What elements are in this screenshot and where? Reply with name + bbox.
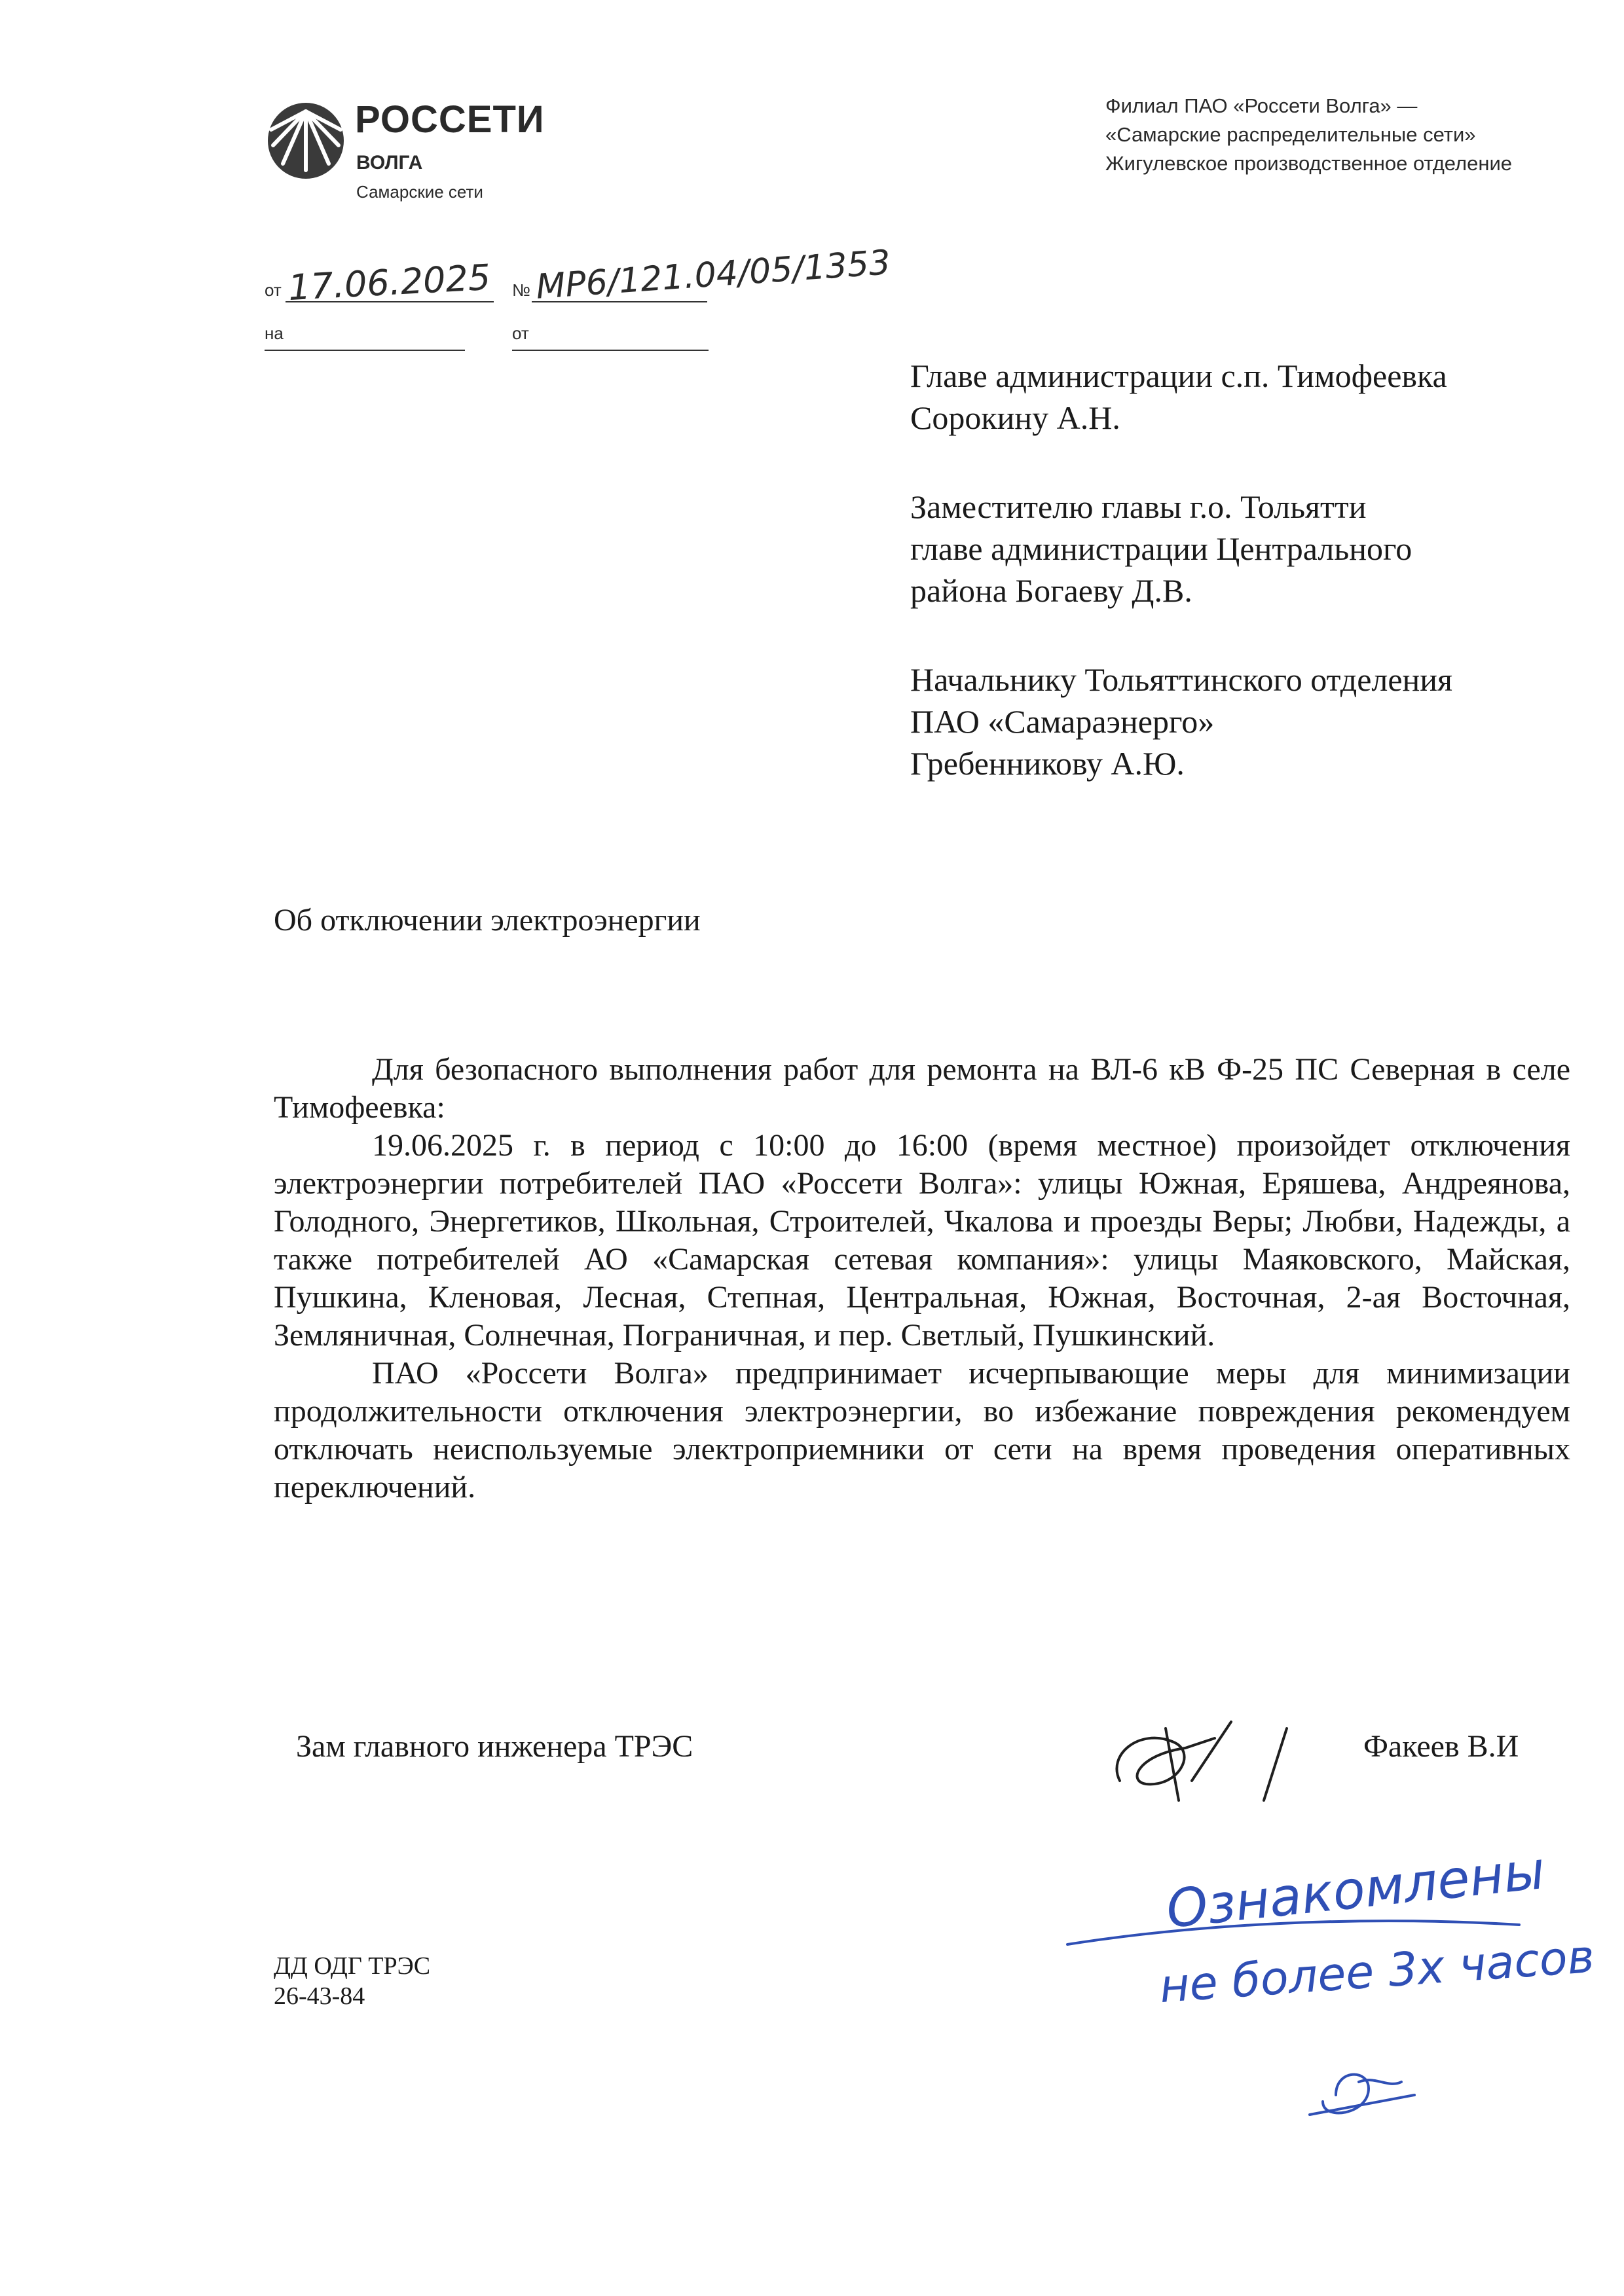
company-logo bbox=[263, 98, 545, 210]
addressee-line: главе администрации Центрального bbox=[910, 530, 1412, 567]
addressee-line: района Богаеву Д.В. bbox=[910, 572, 1192, 609]
addressee-line: Гребенникову А.Ю. bbox=[910, 745, 1185, 782]
addressee-line: Начальнику Тольяттинского отделения bbox=[910, 661, 1453, 698]
letter-body bbox=[274, 1051, 1570, 1506]
date-label: от bbox=[265, 280, 282, 300]
reply-from-line bbox=[512, 350, 709, 351]
signer-position: Зам главного инженера ТРЭС bbox=[296, 1729, 693, 1764]
letter-subject: Об отключении электроэнергии bbox=[274, 903, 701, 938]
handwritten-number: МР6/121.04/05/1353 bbox=[534, 243, 892, 307]
contact-department: ДД ОДГ ТРЭС bbox=[274, 1952, 431, 1980]
addressee-block bbox=[910, 659, 1604, 784]
addressee-line: ПАО «Самараэнерго» bbox=[910, 703, 1215, 740]
reply-line bbox=[265, 350, 465, 351]
addressee-line: Сорокину А.Н. bbox=[910, 399, 1120, 436]
logo-region-text: Самарские сети bbox=[356, 182, 483, 202]
body-paragraph: ПАО «Россети Волга» предпринимает исчерпывающие меры для минимизации продолжительности отключения электроэнергии, во избежание повреждения рекомендуем отключать неиспользуемые электроприемники от сети на время проведения оперативных переключений. bbox=[274, 1356, 1570, 1504]
reply-label: на bbox=[265, 323, 284, 343]
logo-subbrand-text: ВОЛГА bbox=[356, 152, 423, 173]
handwritten-underline-marks bbox=[1061, 1918, 1617, 2154]
addressee-block bbox=[910, 355, 1604, 439]
rosseti-emblem-icon bbox=[263, 98, 348, 183]
body-paragraph: Для безопасного выполнения работ для ремонта на ВЛ-6 кВ Ф-25 ПС Северная в селе Тимофеевка: bbox=[274, 1052, 1570, 1125]
contacts-block bbox=[274, 1951, 430, 2011]
reply-from-label: от bbox=[512, 323, 529, 343]
signer-name: Факеев В.И bbox=[1363, 1729, 1519, 1764]
addressee-line: Заместителю главы г.о. Тольятти bbox=[910, 488, 1367, 525]
addressee-block bbox=[910, 486, 1604, 611]
branch-line: «Самарские распределительные сети» bbox=[1105, 123, 1476, 146]
branch-line: Жигулевское производственное отделение bbox=[1105, 152, 1513, 175]
handwritten-acknowledgement-2: не более 3х часов bbox=[1157, 1929, 1596, 2014]
addressee-line: Главе администрации с.п. Тимофеевка bbox=[910, 357, 1447, 394]
number-label: № bbox=[512, 280, 530, 300]
logo-brand-text: РОССЕТИ bbox=[355, 98, 545, 141]
handwritten-acknowledgement: Ознакомлены bbox=[1163, 1839, 1548, 1941]
contact-phone: 26-43-84 bbox=[274, 1982, 365, 2010]
handwritten-date: 17.06.2025 bbox=[287, 256, 492, 309]
body-paragraph: 19.06.2025 г. в период с 10:00 до 16:00 (время местное) произойдет отключения электроэнергии потребителей ПАО «Россети Волга»: улицы Южная, Еряшева, Андреянова, Голодного, Энергетиков, Школьная, Строителей, Чкалова и проезды Веры; Любви, Надежды, а также потребителей АО «Самарская сетевая компания»: улицы Маяковского, Майская, Пушкина, Кленовая, Лесная, Степная, Центральная, Южная, Восточная, 2-ая Восточная, Земляничная, Солнечная, Пограничная, и пер. Светлый, Пушкинский. bbox=[274, 1128, 1570, 1353]
signature-scribble bbox=[1100, 1702, 1336, 1820]
branch-line: Филиал ПАО «Россети Волга» — bbox=[1105, 94, 1418, 117]
branch-header bbox=[1105, 92, 1590, 178]
